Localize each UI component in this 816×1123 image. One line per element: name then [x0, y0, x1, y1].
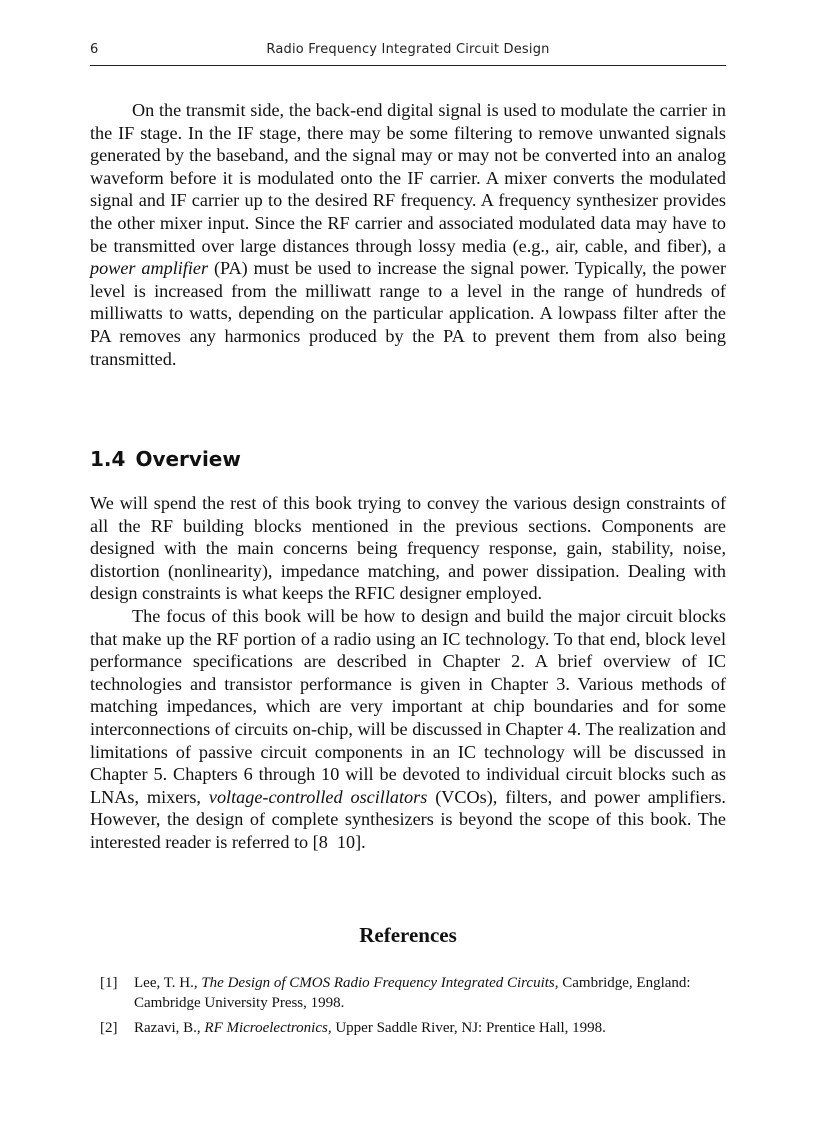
paragraph-overview-intro: [90, 492, 726, 605]
paragraph-book-focus: [90, 605, 726, 854]
header-rule: [90, 65, 726, 66]
section-title: Overview: [135, 447, 241, 471]
reference-author: Razavi, B.,: [134, 1020, 205, 1036]
running-header: [90, 40, 726, 66]
running-title: Radio Frequency Integrated Circuit Design: [266, 42, 550, 57]
reference-title: RF Microelectronics,: [204, 1020, 332, 1036]
reference-text: [134, 973, 726, 1013]
reference-text: [134, 1018, 726, 1038]
references-heading: References: [359, 923, 457, 947]
reference-publisher: Cambridge, England: Cambridge University Press, 1998.: [134, 975, 691, 1011]
reference-item: [100, 973, 726, 1013]
paragraph-text: (PA) must be used to increase the signal power. Typically, the power level is increased from the milliwatt range to a level in the range of hundreds of milliwatts to watts, depending on the particular application. A lowpass filter after the PA removes any harmonics produced by the PA to prevent them from also being transmitted.: [90, 258, 726, 369]
page-number: 6: [90, 42, 99, 57]
paragraph-transmit-side: [90, 99, 726, 370]
reference-tag: [2]: [100, 1020, 118, 1036]
paragraph-text: We will spend the rest of this book trying to convey the various design constraints of all the RF building blocks mentioned in the previous sections. Components are designed with the main concerns being frequency response, gain, stability, noise, distortion (nonlinearity), impedance matching, and power dissipation. Dealing with design constraints is what keeps the RFIC designer employed.: [90, 493, 726, 604]
section-heading-overview: [90, 447, 241, 471]
reference-tag: [1]: [100, 975, 118, 991]
paragraph-text: On the transmit side, the back-end digital signal is used to modulate the carrier in the IF stage. In the IF stage, there may be some filtering to remove unwanted signals generated by the baseband, and the signal may or may not be converted into an analog waveform before it is modulated onto the IF carrier. A mixer converts the modulated signal and IF carrier up to the desired RF frequency. A frequency synthesizer provides the other mixer input. Since the RF carrier and associated modulated data may have to be transmitted over large distances through lossy media (e.g., air, cable, and fiber), a: [90, 100, 726, 256]
reference-author: Lee, T. H.,: [134, 975, 202, 991]
paragraph-text: The focus of this book will be how to design and build the major circuit blocks that make up the RF portion of a radio using an IC technology. To that end, block level performance specifications are described in Chapter 2. A brief overview of IC technologies and transistor performance is given in Chapter 3. Various methods of matching impedances, which are very important at chip boundaries and for some interconnections of circuits on-chip, will be discussed in Chapter 4. The realization and limitations of passive circuit components in an IC technology will be discussed in Chapter 5. Chapters 6 through 10 will be devoted to individual circuit blocks such as LNAs, mixers,: [90, 606, 726, 807]
paragraph-text: (VCOs), filters, and power amplifiers. However, the design of complete synthesizers is beyond the scope of this book. The interested reader is referred to [8 10].: [90, 786, 726, 852]
section-number: 1.4: [90, 447, 126, 471]
reference-publisher: Upper Saddle River, NJ: Prentice Hall, 1998.: [331, 1020, 606, 1036]
term-vco: voltage-controlled oscillators: [208, 786, 428, 807]
reference-title: The Design of CMOS Radio Frequency Integrated Circuits,: [201, 975, 559, 991]
term-power-amplifier: power amplifier: [90, 258, 209, 279]
reference-item: [100, 1018, 726, 1038]
